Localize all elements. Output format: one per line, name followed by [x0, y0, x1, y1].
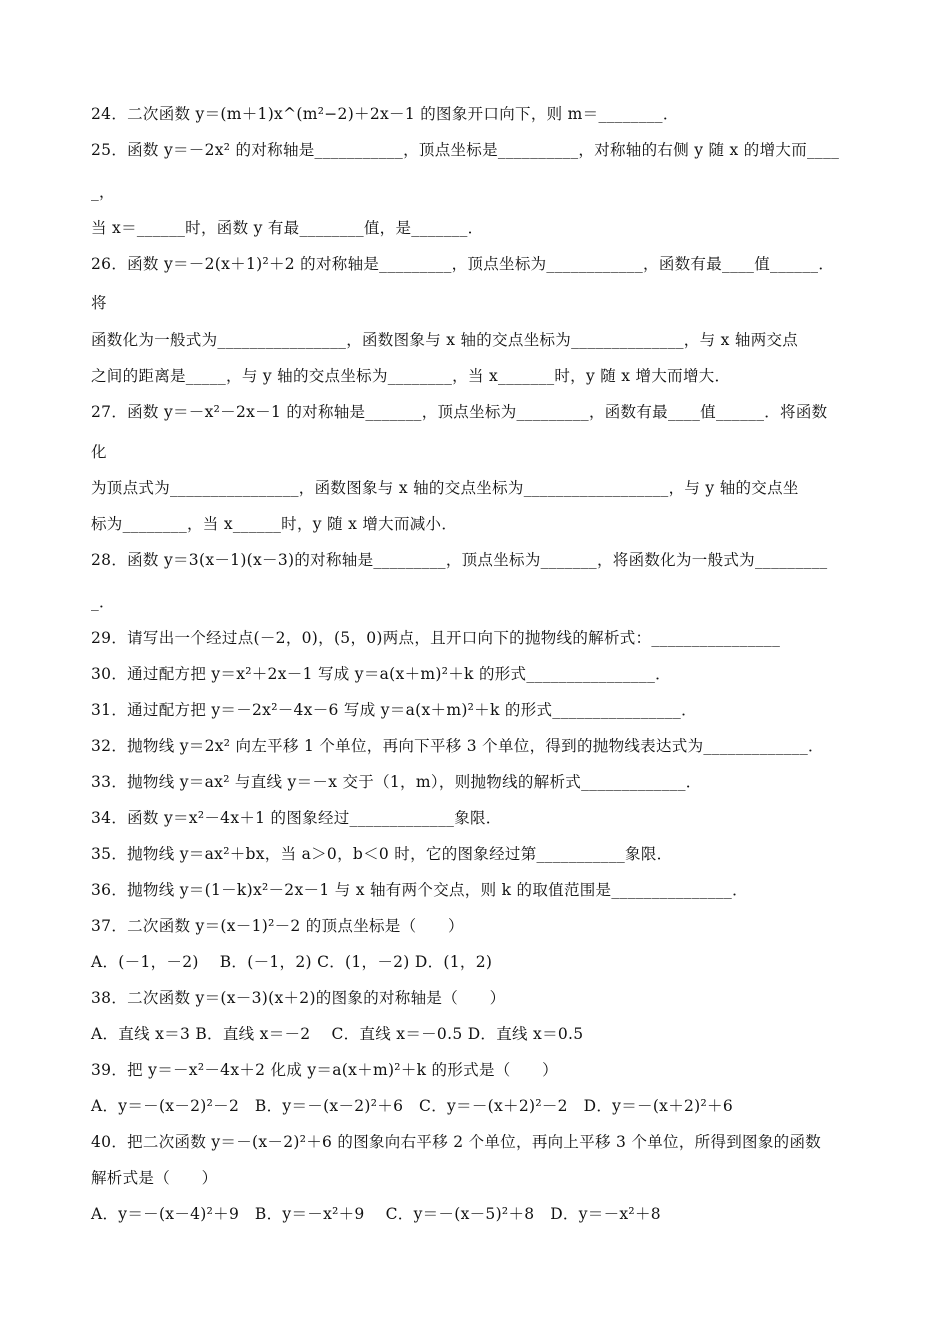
- text-line: 24．二次函数 y＝(m＋1)x^(m²−2)＋2x－1 的图象开口向下，则 m＝________．: [91, 105, 679, 123]
- text-line: _，: [91, 183, 115, 201]
- text-line: 31．通过配方把 y＝－2x²－4x－6 写成 y＝a(x＋m)²＋k 的形式________________．: [91, 701, 697, 719]
- text-line: 32．抛物线 y＝2x² 向左平移 1 个单位，再向下平移 3 个单位，得到的抛物线表达式为_____________．: [91, 737, 824, 755]
- text-line: 40．把二次函数 y＝－(x－2)²＋6 的图象向右平移 2 个单位，再向上平移 3 个单位，所得到图象的函数: [91, 1133, 822, 1151]
- text-line: 当 x＝______时，函数 y 有最________值，是_______．: [91, 219, 484, 237]
- text-line: 标为________，当 x______时，y 随 x 增大而减小．: [91, 515, 458, 533]
- text-line: A．y＝－(x－2)²－2 B．y＝－(x－2)²＋6 C．y＝－(x＋2)²－2 D．y＝－(x＋2)²＋6: [91, 1097, 733, 1115]
- text-line: 29．请写出一个经过点(－2，0)，(5，0)两点，且开口向下的抛物线的解析式：________________: [91, 629, 781, 647]
- text-line: 35．抛物线 y＝ax²＋bx，当 a＞0，b＜0 时，它的图象经过第___________象限．: [91, 845, 673, 863]
- text-line: A．y＝－(x－4)²＋9 B．y＝－x²＋9 C．y＝－(x－5)²＋8 D．y＝－x²＋8: [91, 1205, 661, 1223]
- text-line: 解析式是（ ）: [91, 1169, 218, 1187]
- text-line: 38．二次函数 y＝(x－3)(x＋2)的图象的对称轴是（ ）: [91, 989, 506, 1007]
- text-line: 27．函数 y＝－x²－2x－1 的对称轴是_______，顶点坐标为_________，函数有最____值______．将函数: [91, 403, 828, 421]
- text-line: 化: [91, 443, 107, 461]
- text-line: 为顶点式为________________，函数图象与 x 轴的交点坐标为__________________，与 y 轴的交点坐: [91, 479, 799, 497]
- text-line: 39．把 y＝－x²－4x＋2 化成 y＝a(x＋m)²＋k 的形式是（ ）: [91, 1061, 558, 1079]
- text-line: 30．通过配方把 y＝x²＋2x－1 写成 y＝a(x＋m)²＋k 的形式________________．: [91, 665, 671, 683]
- text-line: 28．函数 y＝3(x－1)(x－3)的对称轴是_________，顶点坐标为_______，将函数化为一般式为_________: [91, 551, 828, 569]
- text-line: 36．抛物线 y＝(1－k)x²－2x－1 与 x 轴有两个交点，则 k 的取值范围是_______________．: [91, 881, 748, 899]
- text-line: A．(－1，－2) B．(－1，2) C．(1，－2) D．(1，2): [91, 953, 493, 971]
- text-line: 将: [91, 294, 107, 312]
- text-line: 37．二次函数 y＝(x－1)²－2 的顶点坐标是（ ）: [91, 917, 464, 935]
- text-line: 33．抛物线 y＝ax² 与直线 y＝－x 交于（1，m），则抛物线的解析式_____________．: [91, 773, 702, 791]
- text-line: 函数化为一般式为________________，函数图象与 x 轴的交点坐标为______________，与 x 轴两交点: [91, 331, 799, 349]
- text-line: 之间的距离是_____，与 y 轴的交点坐标为________，当 x_______时，y 随 x 增大而增大．: [91, 367, 731, 385]
- text-line: 25．函数 y＝－2x² 的对称轴是___________，顶点坐标是__________，对称轴的右侧 y 随 x 的增大而____: [91, 141, 840, 159]
- text-line: 26．函数 y＝－2(x＋1)²＋2 的对称轴是_________，顶点坐标为____________，函数有最____值______．: [91, 255, 835, 273]
- text-line: A．直线 x＝3 B．直线 x＝－2 C．直线 x＝－0.5 D．直线 x＝0.5: [91, 1025, 584, 1043]
- text-line: 34．函数 y＝x²－4x＋1 的图象经过_____________象限．: [91, 809, 502, 827]
- text-line: _．: [91, 593, 115, 611]
